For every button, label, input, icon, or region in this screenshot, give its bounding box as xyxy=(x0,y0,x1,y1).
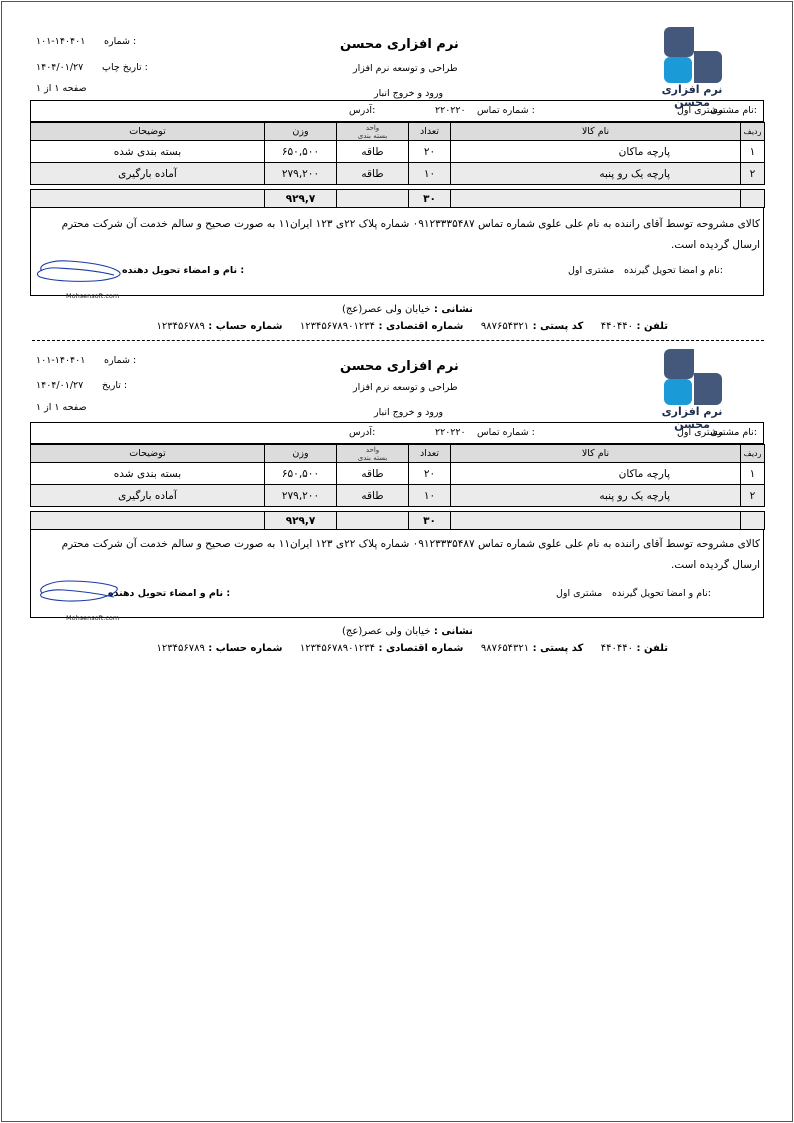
header-notes: توضیحات xyxy=(31,445,265,463)
cut-line xyxy=(32,340,764,341)
cell-notes: آماده بارگیری xyxy=(31,485,265,507)
doc-number: ۱۰۱-۱۴۰۴۰۱ xyxy=(36,36,86,47)
cell-weight: ۲۷۹,۲۰۰ xyxy=(265,485,337,507)
date-label: تاریخ : xyxy=(102,380,128,391)
table-row xyxy=(31,485,765,507)
cell-unit: طاقه xyxy=(337,141,409,163)
customer-box xyxy=(30,100,764,122)
cell-qty: ۱۰ xyxy=(409,163,451,185)
total-qty: ۳۰ xyxy=(409,190,451,208)
cell-qty: ۲۰ xyxy=(409,463,451,485)
receiver-label: نام و امضا تحویل گیرنده: xyxy=(624,265,723,276)
header-row-number: ردیف xyxy=(741,123,765,141)
header-weight: وزن xyxy=(265,123,337,141)
cell-row-number: ۲ xyxy=(741,163,765,185)
cell-weight: ۲۷۹,۲۰۰ xyxy=(265,163,337,185)
cell-product: پارچه ماکان xyxy=(451,141,741,163)
table-row xyxy=(31,141,765,163)
cell-unit: طاقه xyxy=(337,163,409,185)
deliverer-label: نام و امضاء تحویل دهنده : xyxy=(122,265,245,276)
total-qty: ۳۰ xyxy=(409,512,451,530)
company-name: نرم افزاری محسن xyxy=(340,37,459,52)
total-weight: ۹۲۹,۷ xyxy=(265,190,337,208)
cell-notes: بسته بندی شده xyxy=(31,463,265,485)
cell-row-number: ۲ xyxy=(741,485,765,507)
doc-type: ورود و خروج انبار xyxy=(374,407,444,418)
page-number: صفحه ۱ از ۱ xyxy=(36,83,87,94)
print-date: ۱۴۰۴/۰۱/۲۷ xyxy=(36,380,84,391)
cell-product: پارچه یک رو پنبه xyxy=(451,163,741,185)
logo-text: نرم افزاری محسن xyxy=(661,83,723,109)
header-qty: تعداد xyxy=(409,123,451,141)
header-row-number: ردیف xyxy=(741,445,765,463)
cell-notes: آماده بارگیری xyxy=(31,163,265,185)
doc-number: ۱۰۱-۱۴۰۴۰۱ xyxy=(36,355,86,366)
receiver-name: مشتری اول xyxy=(568,265,615,276)
description-text: کالای مشروحه توسط آقای راننده به نام علی علوی شماره تماس ۰۹۱۲۳۳۳۵۴۸۷ شماره پلاک ۲۲ی ۱۲۳ ایران۱۱ به صورت صحیح و سالم خدمت آن شرکت محترم ارسال گردیده است. xyxy=(61,538,760,571)
cell-product: پارچه ماکان xyxy=(451,463,741,485)
customer-name-label: نام مشتری: xyxy=(710,427,757,438)
signature-scribble xyxy=(34,571,134,611)
phone-label: شماره تماس : xyxy=(477,105,535,116)
address-label: آدرس: xyxy=(349,105,376,116)
invoice-copy-1 xyxy=(0,27,794,347)
doc-number-label: شماره : xyxy=(104,36,137,47)
watermark: Mohsensoft.com xyxy=(66,292,120,300)
phone-value: ۲۲۰۲۲۰ xyxy=(435,427,466,438)
customer-name: مشتری اول xyxy=(677,105,724,116)
print-date-label: تاریخ چاپ : xyxy=(102,62,148,73)
cell-unit: طاقه xyxy=(337,485,409,507)
receiver-name: مشتری اول xyxy=(556,588,603,599)
description-text: کالای مشروحه توسط آقای راننده به نام علی علوی شماره تماس ۰۹۱۲۳۳۳۵۴۸۷ شماره پلاک ۲۲ی ۱۲۳ ایران۱۱ به صورت صحیح و سالم خدمت آن شرکت محترم ارسال گردیده است. xyxy=(61,218,760,251)
page-number: صفحه ۱ از ۱ xyxy=(36,402,87,413)
cell-row-number: ۱ xyxy=(741,141,765,163)
doc-number-label: شماره : xyxy=(104,355,137,366)
totals-row xyxy=(31,190,765,208)
table-header-row xyxy=(31,123,765,141)
doc-type: ورود و خروج انبار xyxy=(374,88,444,99)
phone-label: شماره تماس : xyxy=(477,427,535,438)
table-row xyxy=(31,463,765,485)
total-weight: ۹۲۹,۷ xyxy=(265,512,337,530)
header-qty: تعداد xyxy=(409,445,451,463)
company-logo xyxy=(664,349,724,407)
header-unit: واحد بسته بندی xyxy=(337,445,409,463)
cell-qty: ۲۰ xyxy=(409,141,451,163)
cell-weight: ۶۵۰,۵۰۰ xyxy=(265,463,337,485)
items-table xyxy=(30,122,765,185)
print-date: ۱۴۰۴/۰۱/۲۷ xyxy=(36,62,84,73)
items-table xyxy=(30,444,765,507)
company-name: نرم افزاری محسن xyxy=(340,359,459,374)
phone-value: ۲۲۰۲۲۰ xyxy=(435,105,466,116)
totals-table xyxy=(30,511,765,530)
header-product: نام کالا xyxy=(451,445,741,463)
cell-weight: ۶۵۰,۵۰۰ xyxy=(265,141,337,163)
watermark: Mohsensoft.com xyxy=(66,614,120,622)
header-weight: وزن xyxy=(265,445,337,463)
table-row xyxy=(31,163,765,185)
footer-address: نشانی : خیابان ولی عصر(عج) xyxy=(342,626,473,637)
invoice-copy-2 xyxy=(0,349,794,669)
customer-box xyxy=(30,422,764,444)
logo-text: نرم افزاری محسن xyxy=(661,405,723,431)
cell-product: پارچه یک رو پنبه xyxy=(451,485,741,507)
company-tagline: طراحی و توسعه نرم افزار xyxy=(353,63,458,74)
address-label: آدرس: xyxy=(349,427,376,438)
company-logo xyxy=(664,27,724,85)
header-product: نام کالا xyxy=(451,123,741,141)
cell-qty: ۱۰ xyxy=(409,485,451,507)
customer-name: مشتری اول xyxy=(677,427,724,438)
customer-name-label: نام مشتری: xyxy=(710,105,757,116)
totals-row xyxy=(31,512,765,530)
signature-scribble xyxy=(34,251,134,291)
totals-table xyxy=(30,189,765,208)
header-unit: واحد بسته بندی xyxy=(337,123,409,141)
company-tagline: طراحی و توسعه نرم افزار xyxy=(353,382,458,393)
cell-row-number: ۱ xyxy=(741,463,765,485)
footer-contact: تلفن : ۴۴۰۴۴۰ کد پستی : ۹۸۷۶۵۴۳۲۱ شماره اقتصادی : ۱۲۳۴۵۶۷۸۹۰۱۲۳۴ شماره حساب : ۱۲۳۴۵۶۷۸۹ xyxy=(156,321,668,332)
footer-address: نشانی : خیابان ولی عصر(عج) xyxy=(342,304,473,315)
footer-contact: تلفن : ۴۴۰۴۴۰ کد پستی : ۹۸۷۶۵۴۳۲۱ شماره اقتصادی : ۱۲۳۴۵۶۷۸۹۰۱۲۳۴ شماره حساب : ۱۲۳۴۵۶۷۸۹ xyxy=(156,643,668,654)
deliverer-label: نام و امضاء تحویل دهنده : xyxy=(108,588,231,599)
cell-unit: طاقه xyxy=(337,463,409,485)
receiver-label: نام و امضا تحویل گیرنده: xyxy=(612,588,711,599)
cell-notes: بسته بندی شده xyxy=(31,141,265,163)
header-notes: توضیحات xyxy=(31,123,265,141)
table-header-row xyxy=(31,445,765,463)
